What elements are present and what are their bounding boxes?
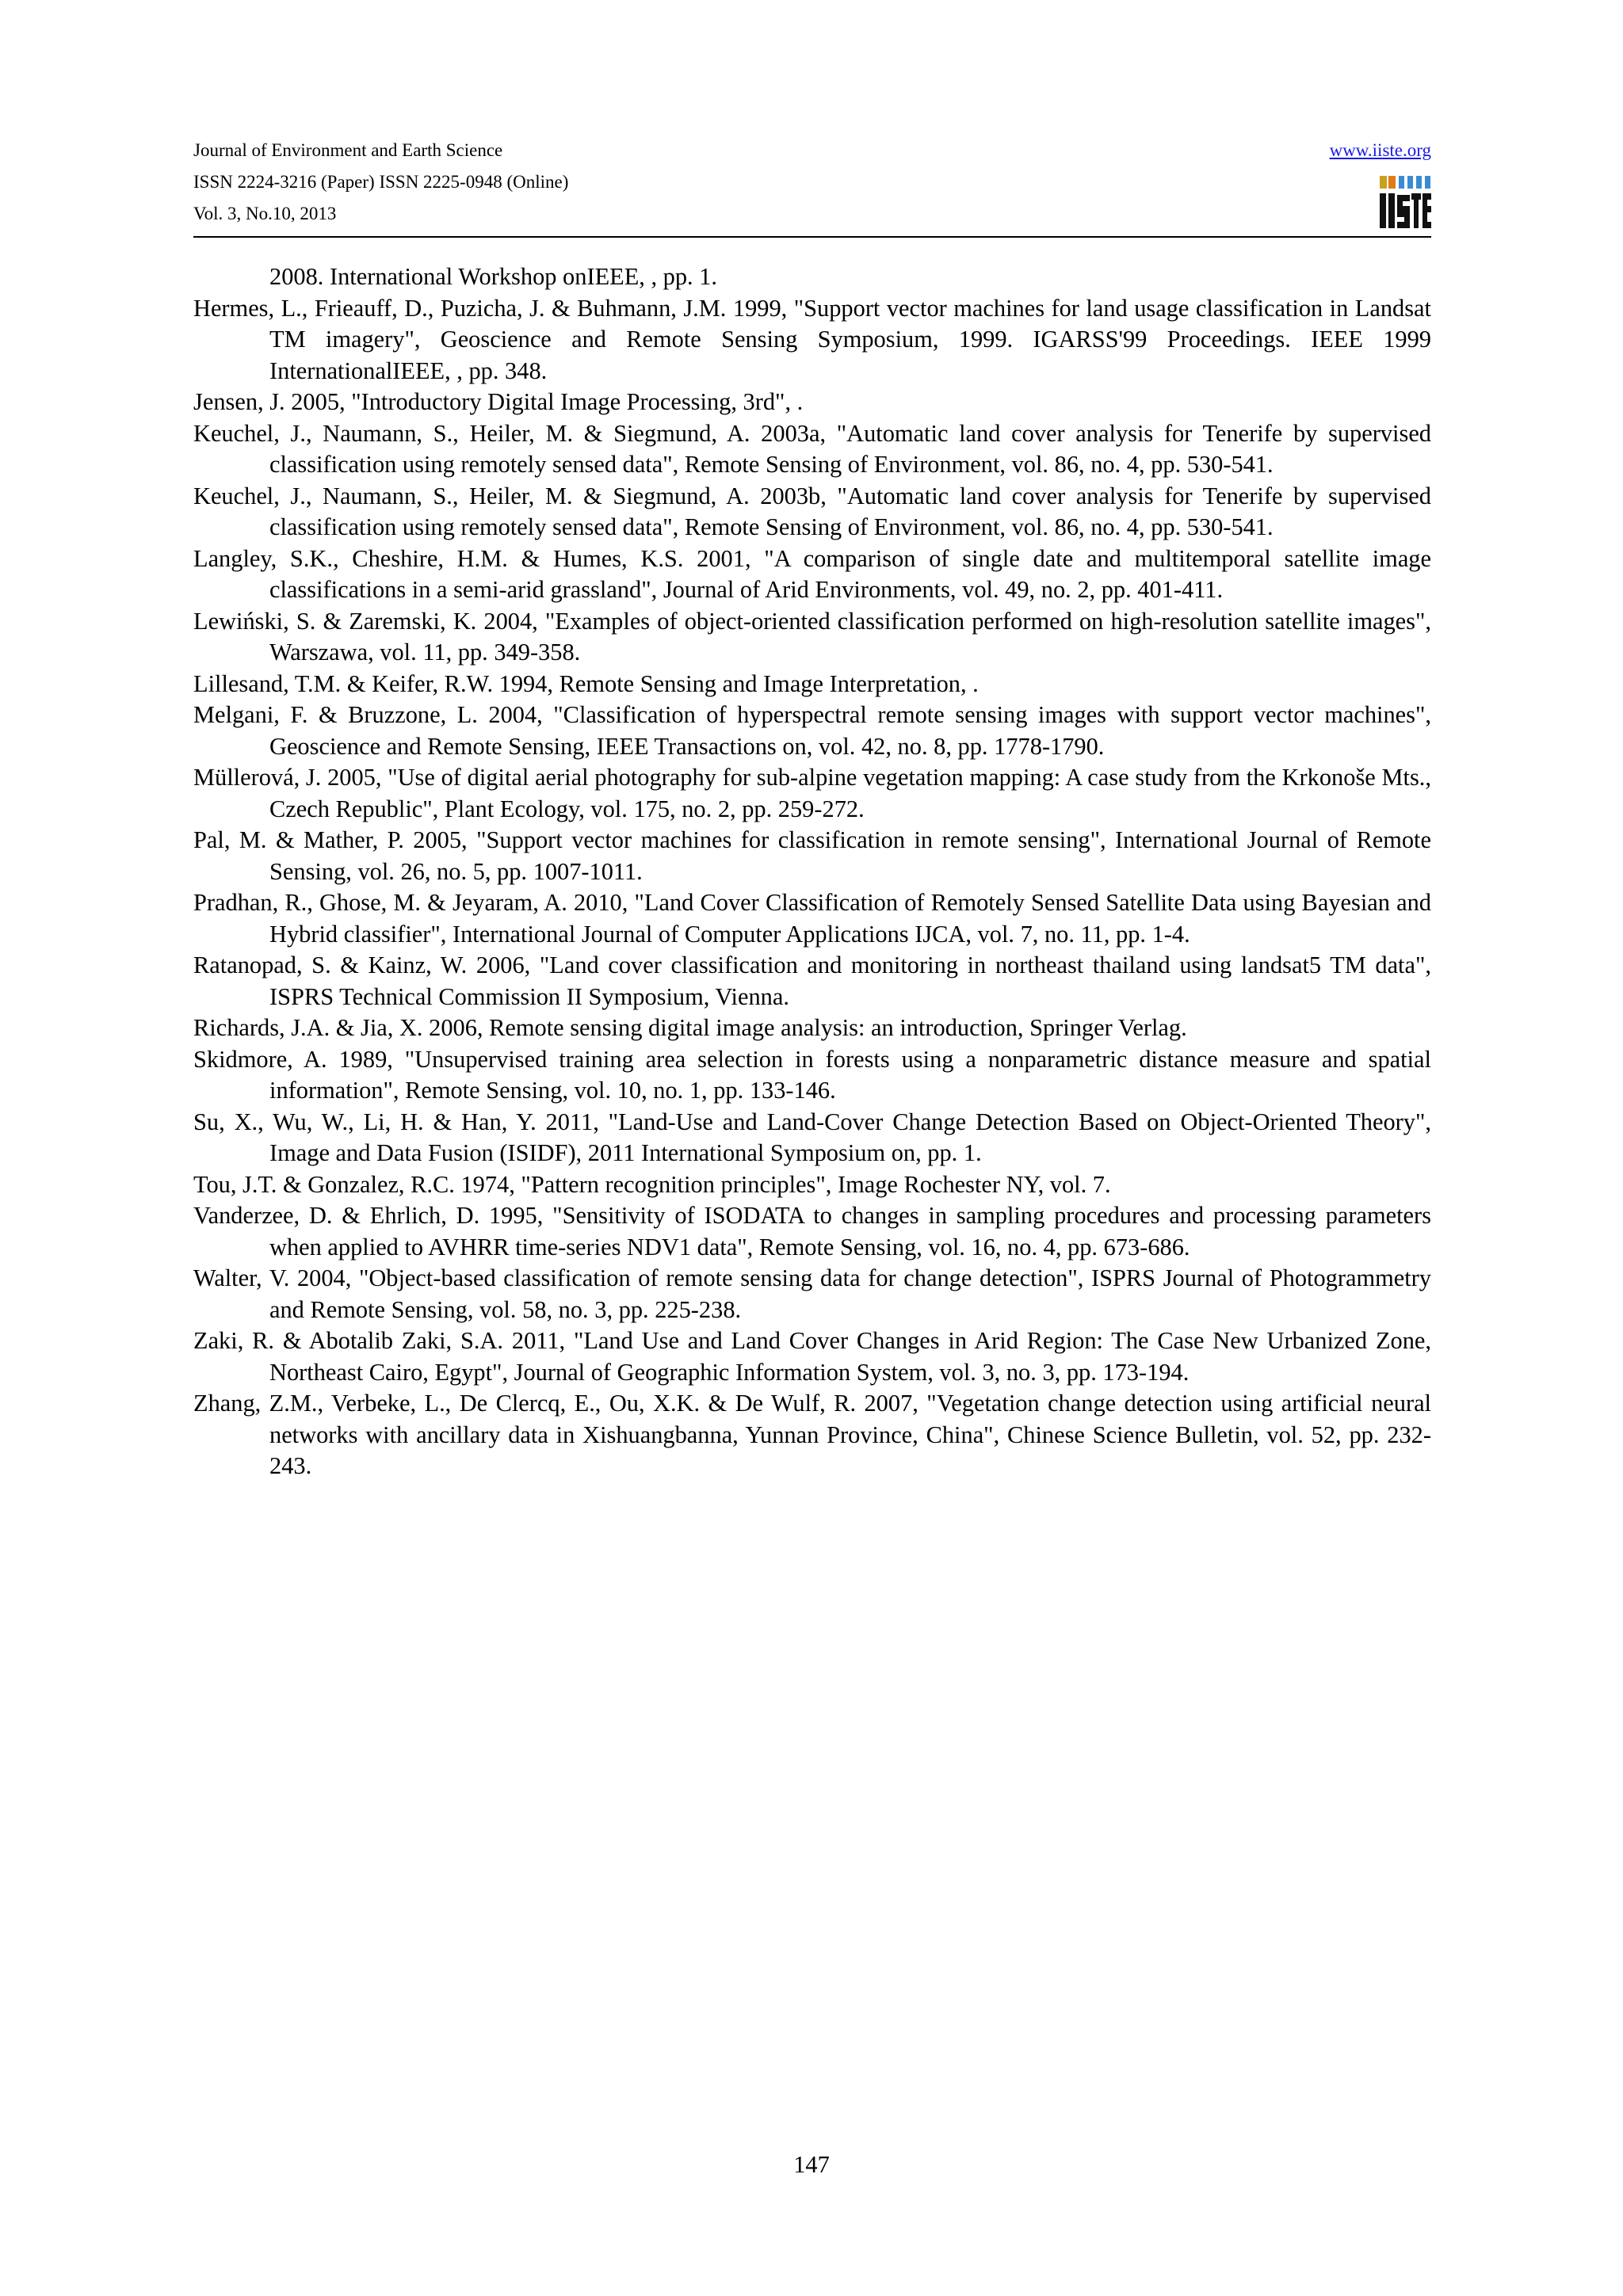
- reference-item: Langley, S.K., Cheshire, H.M. & Humes, K.S. 2001, "A comparison of single date and multitemporal satellite image classifications in a semi-arid grassland", Journal of Arid Environments, vol. 49, no. 2, pp. 401-411.: [193, 544, 1431, 603]
- reference-item: Lewiński, S. & Zaremski, K. 2004, "Examples of object-oriented classification performed on high-resolution satellite images", Warszawa, vol. 11, pp. 349-358.: [193, 607, 1431, 666]
- reference-item: 2008. International Workshop onIEEE, , pp. 1.: [269, 263, 718, 290]
- iiste-logo-icon: [1379, 174, 1431, 230]
- reference-item: Richards, J.A. & Jia, X. 2006, Remote sensing digital image analysis: an introduction, Springer Verlag.: [193, 1014, 1187, 1041]
- reference-item: Jensen, J. 2005, "Introductory Digital Image Processing, 3rd", .: [193, 388, 804, 415]
- reference-item: Melgani, F. & Bruzzone, L. 2004, "Classification of hyperspectral remote sensing images with support vector machines", Geoscience and Remote Sensing, IEEE Transactions on, vol. 42, no. 8, pp. 1778-1790.: [193, 701, 1431, 760]
- page-number: 147: [793, 2151, 830, 2178]
- reference-item: Walter, V. 2004, "Object-based classification of remote sensing data for change detection", ISPRS Journal of Photogrammetry and Remote Sensing, vol. 58, no. 3, pp. 225-238.: [193, 1264, 1431, 1323]
- header-rule: [193, 236, 1431, 238]
- reference-item: Skidmore, A. 1989, "Unsupervised training area selection in forests using a nonparametric distance measure and spatial information", Remote Sensing, vol. 10, no. 1, pp. 133-146.: [193, 1045, 1431, 1104]
- website-link[interactable]: www.iiste.org: [1329, 140, 1431, 160]
- volume-line: Vol. 3, No.10, 2013: [193, 204, 337, 223]
- reference-item: Keuchel, J., Naumann, S., Heiler, M. & Siegmund, A. 2003b, "Automatic land cover analysis for Tenerife by supervised classification using remotely sensed data", Remote Sensing of Environment, vol. 86, no. 4, pp. 530-541.: [193, 482, 1431, 540]
- reference-item: Hermes, L., Frieauff, D., Puzicha, J. & Buhmann, J.M. 1999, "Support vector machines for land usage classification in Landsat TM imagery", Geoscience and Remote Sensing Symposium, 1999. IGARSS'99 Proceedings. IEEE 1999 InternationalIEEE, , pp. 348.: [193, 294, 1431, 384]
- reference-item: Lillesand, T.M. & Keifer, R.W. 1994, Remote Sensing and Image Interpretation, .: [193, 669, 979, 697]
- reference-item: Müllerová, J. 2005, "Use of digital aerial photography for sub-alpine vegetation mapping: A case study from the Krkonoše Mts., Czech Republic", Plant Ecology, vol. 175, no. 2, pp. 259-272.: [193, 764, 1431, 822]
- reference-item: Vanderzee, D. & Ehrlich, D. 1995, "Sensitivity of ISODATA to changes in sampling procedures and processing parameters when applied to AVHRR time-series NDV1 data", Remote Sensing, vol. 16, no. 4, pp. 673-686.: [193, 1202, 1431, 1261]
- reference-list: [193, 261, 1431, 1482]
- reference-item: Su, X., Wu, W., Li, H. & Han, Y. 2011, "Land-Use and Land-Cover Change Detection Based on Object-Oriented Theory", Image and Data Fusion (ISIDF), 2011 International Symposium on, pp. 1.: [193, 1108, 1431, 1166]
- issn-line: ISSN 2224-3216 (Paper) ISSN 2225-0948 (Online): [193, 172, 569, 192]
- reference-item: Tou, J.T. & Gonzalez, R.C. 1974, "Pattern recognition principles", Image Rochester NY, vol. 7.: [193, 1170, 1111, 1198]
- reference-item: Pal, M. & Mather, P. 2005, "Support vector machines for classification in remote sensing", International Journal of Remote Sensing, vol. 26, no. 5, pp. 1007-1011.: [193, 826, 1431, 885]
- page-header: [193, 136, 1431, 236]
- reference-item: Pradhan, R., Ghose, M. & Jeyaram, A. 2010, "Land Cover Classification of Remotely Sensed Satellite Data using Bayesian and Hybrid classifier", International Journal of Computer Applications IJCA, vol. 7, no. 11, pp. 1-4.: [193, 889, 1431, 948]
- reference-item: Ratanopad, S. & Kainz, W. 2006, "Land cover classification and monitoring in northeast thailand using landsat5 TM data", ISPRS Technical Commission II Symposium, Vienna.: [193, 952, 1431, 1010]
- journal-title: Journal of Environment and Earth Science: [193, 140, 503, 160]
- reference-item: Keuchel, J., Naumann, S., Heiler, M. & Siegmund, A. 2003a, "Automatic land cover analysis for Tenerife by supervised classification using remotely sensed data", Remote Sensing of Environment, vol. 86, no. 4, pp. 530-541.: [193, 419, 1431, 478]
- reference-item: Zaki, R. & Abotalib Zaki, S.A. 2011, "Land Use and Land Cover Changes in Arid Region: The Case New Urbanized Zone, Northeast Cairo, Egypt", Journal of Geographic Information System, vol. 3, no. 3, pp. 173-194.: [193, 1327, 1431, 1386]
- reference-item: Zhang, Z.M., Verbeke, L., De Clercq, E., Ou, X.K. & De Wulf, R. 2007, "Vegetation change detection using artificial neural networks with ancillary data in Xishuangbanna, Yunnan Province, China", Chinese Science Bulletin, vol. 52, pp. 232-243.: [193, 1390, 1431, 1479]
